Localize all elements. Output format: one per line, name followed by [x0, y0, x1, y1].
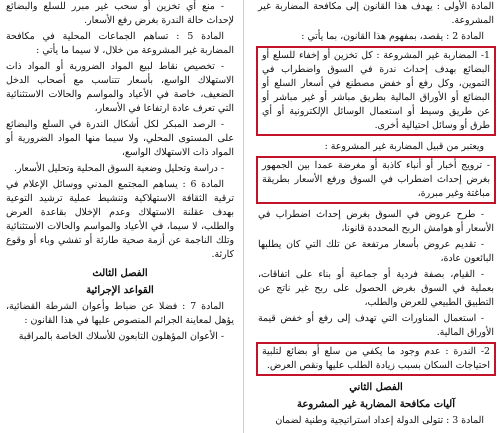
definition-scarcity: 2- الندرة : عدم وجود ما يكفي من سلع أو بضائع لتلبية احتياجات السكان بسبب زيادة الطلب عليها ونقص العرض. — [262, 346, 490, 371]
definition-speculation: 1- المضاربة غير المشروعة : كل تخزين أو إخفاء للسلع أو البضائع بهدف إحداث ندرة في السوق واضطراب في التموين، وكل رفع أو خفض مصطنع في أسعار السلع أو البضائع أو الأوراق المالية بطريق مباشر أو غير مباشر أو عن طريق وسيط أو استعمال الوسائل الإلكترونية أو أي طرق أو وسائل احتيالية أخرى. — [262, 50, 490, 131]
highlight-box-speculation — [256, 46, 496, 136]
article-6-text: المادة 6 : يساهم المجتمع المدني ووسائل الإعلام في ترقية الثقافة الاستهلاكية وتنشيط عملية ترشيد التوعية بهدف عقلنة الاستهلاك وعدم الإخلال بقاعدة العرض والطلب، لا سيما، في الأعياد والمواسم والحالات الاستثنائية وتلك الناجمة عن أزمة صحية طارئة أو تفشي وباء أو وقوع كارثة. — [6, 179, 234, 260]
definition-false-news: - ترويج أخبار أو أنباء كاذبة أو مغرضة عمدا بين الجمهور بغرض إحداث اضطراب في السوق ورفع الأسعار بطريقة مباغتة وغير مبررة، — [262, 160, 490, 199]
list-item-market-study: - دراسة وتحليل وضعية السوق المحلية وتحليل الأسعار. — [13, 163, 224, 174]
article-7-text: المادة 7 : فضلا عن ضباط وأعوان الشرطة القضائية، يؤهل لمعاينة الجرائم المنصوص عليها في هذا القانون : — [6, 301, 234, 326]
left-column — [0, 0, 240, 433]
highlight-box-false-news — [256, 156, 496, 204]
article-2-heading: المادة 2 : يقصد، بمفهوم هذا القانون، بما يأتي : — [301, 31, 484, 42]
list-item-high-prices: - تقديم عروض بأسعار مرتفعة عن تلك التي كان يطلبها البائعون عادة، — [258, 239, 494, 264]
list-item-securities: - استعمال المناورات التي تهدف إلى رفع أو خفض قيمة الأوراق المالية. — [258, 313, 494, 338]
also-considered-text: ويعتبر من قبيل المضاربة غير المشروعة : — [324, 141, 484, 152]
article-5-heading: المادة 5 : تساهم الجماعات المحلية في مكافحة المضاربة غير المشروعة من خلال، لا سيما ما يأتي : — [6, 31, 234, 56]
list-item-collusion: - القيام، بصفة فردية أو جماعية أو بناء على اتفاقات، بعملية في السوق بغرض الحصول على ربح غير ناتج عن التطبيق الطبيعي للعرض والطلب، — [258, 269, 494, 308]
chapter-3-subtitle: القواعد الإجرائية — [86, 285, 154, 296]
list-item-qualified-agents: - الأعوان المؤهلون التابعون للأسلاك الخاصة بالمراقبة — [18, 331, 224, 342]
right-column — [252, 0, 500, 433]
highlight-box-scarcity — [256, 342, 496, 376]
list-item-offers: - طرح عروض في السوق بغرض إحداث اضطراب في الأسعار أو هوامش الربح المحددة قانونا، — [258, 209, 494, 234]
article-1-text: المادة الأولى : يهدف هذا القانون إلى مكافحة المضاربة غير المشروعة. — [258, 1, 494, 26]
chapter-3-title: الفصل الثالث — [92, 268, 148, 279]
list-item-early-monitoring: - الرصد المبكر لكل أشكال الندرة في السلع والبضائع على المستوى المحلي، ولا سيما منها المواد الضرورية أو المواد ذات الاستهلاك الواسع، — [6, 119, 234, 158]
column-divider — [243, 0, 244, 433]
chapter-2-title: الفصل الثاني — [349, 382, 403, 393]
article-3-text: المادة 3 : تتولى الدولة إعداد استراتيجية وطنية لضمان — [275, 415, 484, 426]
chapter-2-subtitle: آليات مكافحة المضاربة غير المشروعة — [296, 399, 456, 410]
list-item-sale-points: - تخصيص نقاط لبيع المواد الضرورية أو المواد ذات الاستهلاك الواسع، بأسعار تتناسب مع أصحاب الدخل الضعيف، خاصة في الأعياد والمواسم والحالات الاستثنائية التي تعرف عادة ارتفاعا في الأسعار، — [6, 61, 234, 114]
list-item-no-hoarding: - منع أي تخزين أو سحب غير مبرر للسلع والبضائع لإحداث حالة الندرة بغرض رفع الأسعار. — [6, 1, 234, 26]
